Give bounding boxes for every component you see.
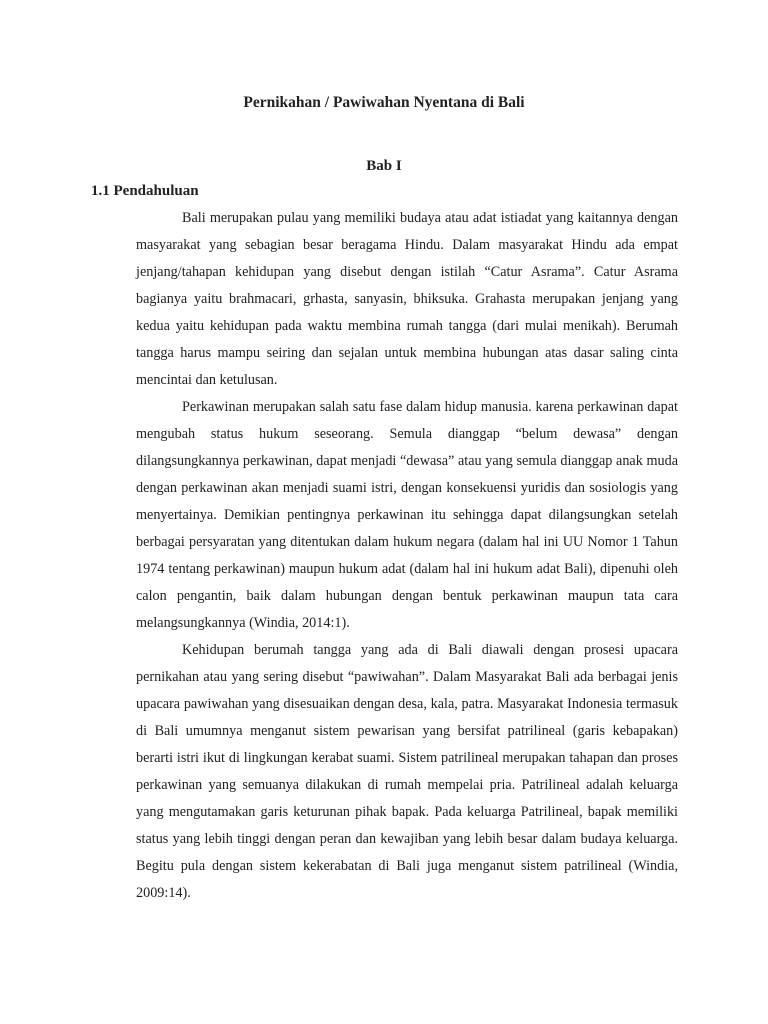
- paragraph: Perkawinan merupakan salah satu fase dalam hidup manusia. karena perkawinan dapat mengubah status hukum seseorang. Semula dianggap “belum dewasa” dengan dilangsungkannya perkawinan, dapat menjadi “dewasa” atau yang semula dianggap anak muda dengan perkawinan akan menjadi suami istri, dengan konsekuensi yuridis dan sosiologis yang menyertainya. Demikian pentingnya perkawinan itu sehingga dapat dilangsungkan setelah berbagai persyaratan yang ditentukan dalam hukum negara (dalam hal ini UU Nomor 1 Tahun 1974 tentang perkawinan) maupun hukum adat (dalam hal ini hukum adat Bali), dipenuhi oleh calon pengantin, baik dalam hubungan dengan bentuk perkawinan maupun tata cara melangsungkannya (Windia, 2014:1).: [136, 399, 678, 631]
- chapter-heading: Bab I: [366, 158, 402, 174]
- paragraph: Bali merupakan pulau yang memiliki budaya atau adat istiadat yang kaitannya dengan masyarakat yang sebagian besar beragama Hindu. Dalam masyarakat Hindu ada empat jenjang/tahapan kehidupan yang disebut dengan istilah “Catur Asrama”. Catur Asrama bagianya yaitu brahmacari, grhasta, sanyasin, bhiksuka. Grahasta merupakan jenjang yang kedua yaitu kehidupan pada waktu membina rumah tangga (dari mulai menikah). Berumah tangga harus mampu seiring dan sejalan untuk membina hubungan atas dasar saling cinta mencintai dan ketulusan.: [136, 210, 678, 388]
- document-title: Pernikahan / Pawiwahan Nyentana di Bali: [243, 94, 525, 111]
- document-body: [136, 205, 678, 907]
- section-heading: 1.1 Pendahuluan: [91, 183, 199, 199]
- paragraph: Kehidupan berumah tangga yang ada di Bali diawali dengan prosesi upacara pernikahan atau yang sering disebut “pawiwahan”. Dalam Masyarakat Bali ada berbagai jenis upacara pawiwahan yang disesuaikan dengan desa, kala, patra. Masyarakat Indonesia termasuk di Bali umumnya menganut sistem pewarisan yang bersifat patrilineal (garis kebapakan) berarti istri ikut di lingkungan kerabat suami. Sistem patrilineal merupakan tahapan dan proses perkawinan yang semuanya dilakukan di rumah mempelai pria. Patrilineal adalah keluarga yang mengutamakan garis keturunan pihak bapak. Pada keluarga Patrilineal, bapak memiliki status yang lebih tinggi dengan peran dan kewajiban yang lebih besar dalam budaya keluarga. Begitu pula dengan sistem kekerabatan di Bali juga menganut sistem patrilineal (Windia, 2009:14).: [136, 642, 678, 901]
